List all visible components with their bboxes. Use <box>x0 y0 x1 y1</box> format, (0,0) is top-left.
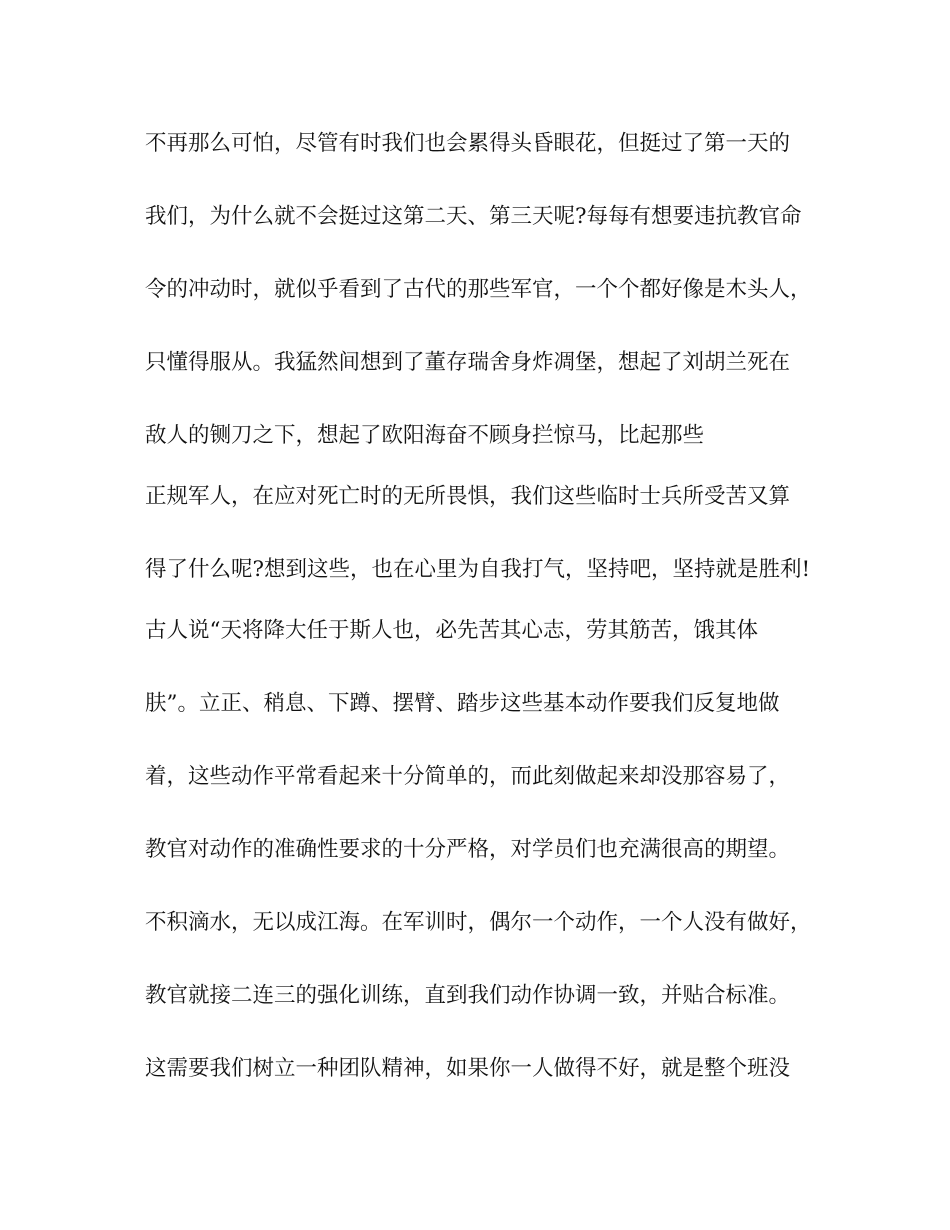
text-line: 古人说“天将降大任于斯人也，必先苦其心志，劳其筋苦，饿其体 <box>145 618 758 643</box>
text-line: 敌人的铡刀之下，想起了欧阳海奋不顾身拦惊马，比起那些 <box>145 423 705 448</box>
text-line: 得了什么呢?想到这些，也在心里为自我打气，坚持吧，坚持就是胜利! <box>145 557 811 582</box>
text-line: 我们，为什么就不会挺过这第二天、第三天呢?每每有想要违抗教官命 <box>145 204 802 229</box>
text-line: 只懂得服从。我猛然间想到了董存瑞舍身炸凋堡，想起了刘胡兰死在 <box>145 350 791 375</box>
text-line: 正规军人，在应对死亡时的无所畏惧，我们这些临时士兵所受苦又算 <box>145 484 791 509</box>
text-line: 令的冲动时，就似乎看到了古代的那些军官，一个个都好像是木头人， <box>145 277 812 302</box>
text-line: 教官就接二连三的强化训练，直到我们动作协调一致，并贴合标准。 <box>145 983 791 1008</box>
text-line: 这需要我们树立一种团队精神，如果你一人做得不好，就是整个班没 <box>145 1056 791 1081</box>
text-line: 不积滴水，无以成江海。在军训时，偶尔一个动作，一个人没有做好， <box>145 910 812 935</box>
text-line: 教官对动作的准确性要求的十分严格，对学员们也充满很高的期望。 <box>145 837 791 862</box>
text-line: 肤”。立正、稍息、下蹲、摆臂、踏步这些基本动作要我们反复地做 <box>145 691 780 716</box>
text-line: 着，这些动作平常看起来十分简单的，而此刻做起来却没那容易了， <box>145 764 791 789</box>
text-line: 不再那么可怕，尽管有时我们也会累得头昏眼花，但挺过了第一天的 <box>145 131 791 156</box>
